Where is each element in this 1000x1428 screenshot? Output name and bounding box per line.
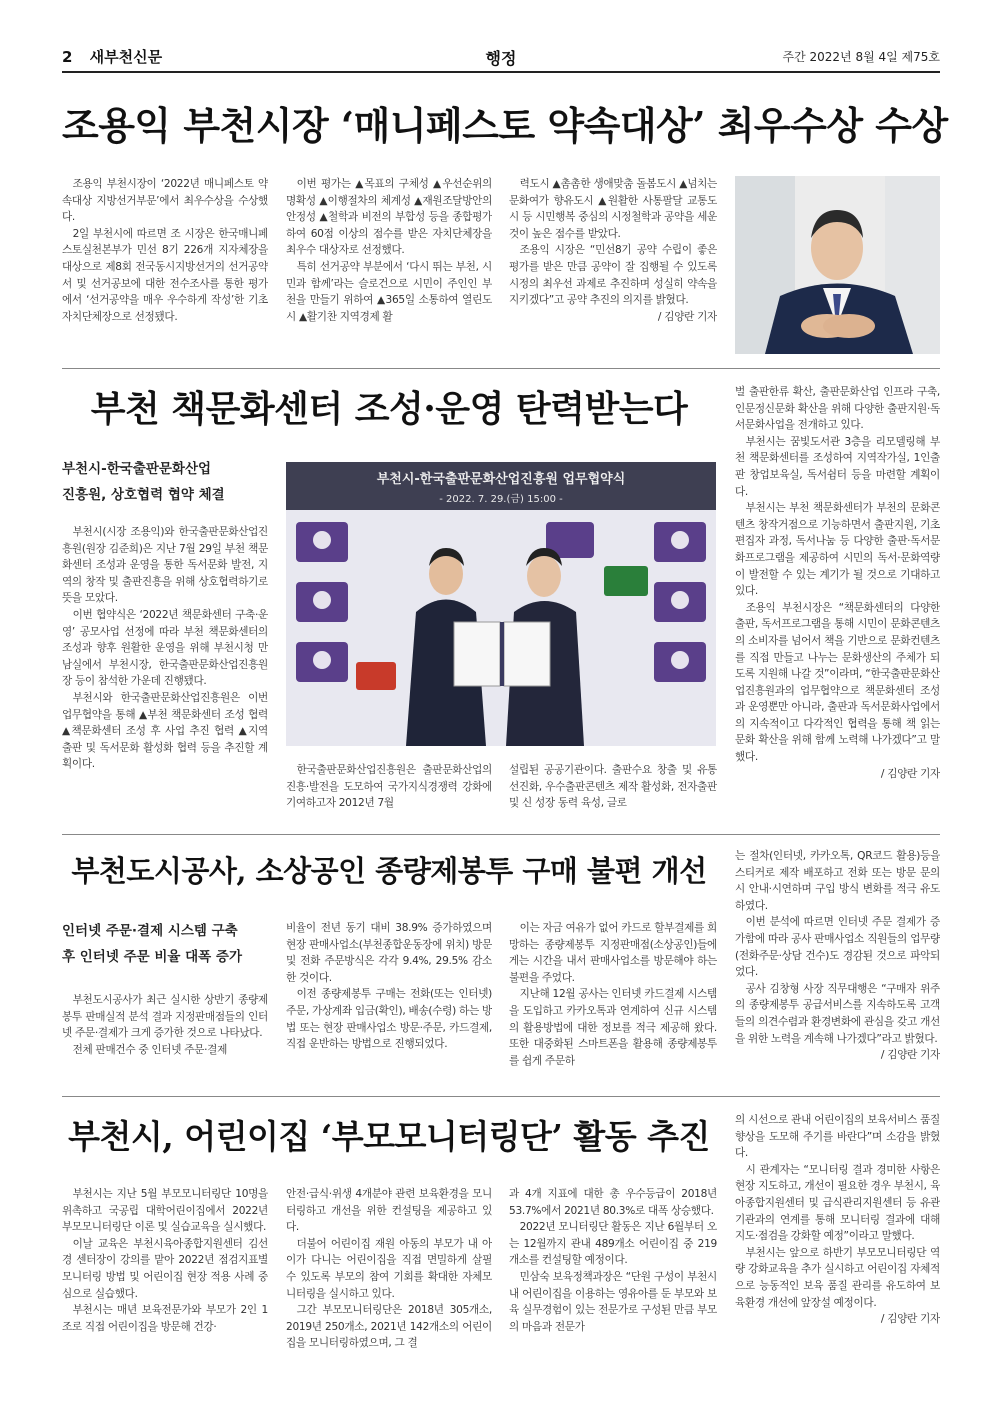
paragraph: 특히 선거공약 부분에서 ‘다시 뛰는 부천, 시민과 함께’라는 슬로건으로 시민이 주인인 부천을 만들기 위하여 ▲365일 소통하여 열린도시 ▲활기찬 지역경제 활 [286, 260, 492, 323]
paragraph: 시 관계자는 “모니터링 결과 경미한 사항은 현장 지도하고, 개선이 필요한 경우 부천시, 육아종합지원센터 및 급식관리지원센터 등 유관기관과의 연계를 통해 모니터링 결과에 대해 지도·점검을 강화할 예정”이라고 말했다. [735, 1163, 940, 1243]
paragraph: 조용익 시장은 “민선8기 공약 수립이 좋은 평가를 받은 만큼 공약이 잘 집행될 수 있도록 시정의 최우선 과제로 추진하며 성실히 약속을 지키겠다”고 공약 추진의 의지를 밝혔다. [509, 244, 717, 307]
article4-column-3 [509, 1186, 717, 1372]
article1-headline: 조용익 부천시장 ‘매니페스토 약속대상’ 최우수상 수상 [62, 103, 948, 148]
article2-column-3 [509, 762, 717, 824]
article2-headline: 부천 책문화센터 조성·운영 탄력받는다 [90, 388, 688, 430]
subhead-line: 인터넷 주문·결제 시스템 구축 [62, 923, 238, 939]
article1-column-3 [509, 176, 717, 358]
photo-banner-date: - 2022. 7. 29.(금) 15:00 - [439, 494, 563, 505]
article1-byline: / 김양란 기자 [657, 310, 717, 323]
article4-byline: / 김양란 기자 [880, 1313, 940, 1326]
article4-column-2 [286, 1186, 492, 1372]
paragraph: 부천시는 꿈빛도서관 3층을 리모델링해 부천 책문화센터를 조성하여 지역작가실, 1인출판 창업보육실, 독서쉼터 등을 마련할 계획이다. [735, 435, 940, 498]
paragraph: 2022년 모니터링단 활동은 지난 6월부터 오는 12월까지 관내 489개소 어린이집 중 219개소를 컨설팅할 예정이다. [509, 1221, 717, 1267]
paragraph: 그간 부모모니터링단은 2018년 305개소, 2019년 250개소, 2021년 142개소의 어린이집을 모니터링하였으며, 그 결 [286, 1304, 492, 1350]
section-divider [62, 368, 940, 369]
paragraph: 부천도시공사가 최근 실시한 상반기 종량제봉투 판매실적 분석 결과 지정판매점들의 인터넷 주문·결제가 크게 증가한 것으로 나타났다. [62, 994, 268, 1040]
article3-byline: / 김양란 기자 [880, 1049, 940, 1062]
paragraph: 2일 부천시에 따르면 조 시장은 한국매니페스토실천본부가 민선 8기 226개 지자체장을 대상으로 제8회 전국동시지방선거의 선거공약서 및 선거공보에 대한 전수조사를 통한 평가에서 ‘선거공약을 매우 우수하게 작성’한 기초자치단체장으로 선정됐다. [62, 227, 268, 323]
paragraph: 안전·급식·위생 4개분야 관련 보육환경을 모니터링하고 개선을 위한 컨설팅을 제공하고 있다. [286, 1188, 492, 1234]
paragraph: 의 시선으로 관내 어린이집의 보육서비스 품질 향상을 도모해 주기를 바란다”며 소감을 밝혔다. [735, 1114, 940, 1160]
paragraph: 공사 김창형 사장 직무대행은 “구매자 위주의 종량제봉투 공급서비스를 지속하도록 고객들의 의견수렴과 환경변화에 관심을 갖고 개선을 위한 노력을 계속해 나가겠다”라고 밝혔다. [735, 982, 940, 1045]
paragraph: 이번 평가는 ▲목표의 구체성 ▲우선순위의 명확성 ▲이행절차의 체계성 ▲재원조달방안의 안정성 ▲철학과 비전의 부합성 등을 종합평가하여 60점 이상의 점수를 받은 자치단체장을 최우수 대상자로 선정했다. [286, 178, 492, 257]
paragraph: 이번 분석에 따르면 인터넷 주문 결제가 증가함에 따라 공사 판매사업소 직원들의 업무량(전화주문·상담 건수)도 경감된 것으로 파악되었다. [735, 916, 940, 979]
paragraph: 는 절차(인터넷, 카카오톡, QR코드 활용)등을 스티커로 제작 배포하고 전화 또는 방문 문의 시 안내·시연하며 구입 방식 변화를 적극 유도하였다. [735, 850, 940, 912]
section-title: 행정 [485, 49, 517, 68]
paragraph: 조용익 부천시장이 ‘2022년 매니페스토 약속대상 지방선거부문’에서 최우수상을 수상했다. [62, 178, 268, 224]
paragraph: 부천시(시장 조용익)와 한국출판문화산업진흥원(원장 김준희)은 지난 7월 29일 부천 책문화센터 조성과 운영을 통한 독서문화 발전, 지역의 창작 및 출판진흥을 위해 상호협력하기로 뜻을 모았다. [62, 526, 268, 605]
article2-subhead [62, 456, 268, 508]
paragraph: 한국출판문화산업진흥원은 출판문화산업의 진흥·발전을 도모하여 국가지식경쟁력 강화에 기여하고자 2012년 7월 [286, 764, 492, 810]
article1-column-1 [62, 176, 268, 358]
article3-subhead [62, 918, 268, 970]
paragraph: 비율이 전년 동기 대비 38.9% 증가하였으며 현장 판매사업소(부천종합운동장에 위치) 방문 및 전화 주문방식은 각각 9.4%, 29.5% 감소한 것이다. [286, 922, 492, 984]
subhead-line: 부천시-한국출판문화산업 [62, 461, 212, 477]
subhead-line: 진흥원, 상호협력 협약 체결 [62, 487, 225, 503]
article4-headline: 부천시, 어린이집 ‘부모모니터링단’ 활동 추진 [68, 1117, 710, 1156]
subhead-line: 후 인터넷 주문 비율 대폭 증가 [62, 949, 242, 965]
paragraph: 더불어 어린이집 재원 아동의 부모가 내 아이가 다니는 어린이집을 직접 면밀하게 살필 수 있도록 부모의 참여 기회를 확대한 자체모니터링을 실시하고 있다. [286, 1237, 492, 1300]
article2-column-2 [286, 762, 492, 824]
page-header [62, 46, 940, 70]
paragraph: 이날 교육은 부천시육아종합지원센터 김선경 센터장이 강의를 맡아 2022년 점검지표별 모니터링 방법 및 어린이집 현장 적용 사례 중심으로 실습했다. [62, 1237, 268, 1300]
article1-column-2 [286, 176, 492, 358]
mayor-portrait-photo [735, 176, 940, 354]
article2-byline: / 김양란 기자 [880, 767, 940, 780]
article3-headline: 부천도시공사, 소상공인 종량제봉투 구매 불편 개선 [71, 854, 707, 888]
article3-column-4 [735, 848, 940, 1084]
paragraph: 부천시는 매년 보육전문가와 부모가 2인 1조로 직접 어린이집을 방문해 건강· [62, 1304, 268, 1333]
paragraph: 력도시 ▲촘촘한 생애맞춤 돌봄도시 ▲넘치는 문화여가 향유도시 ▲원활한 사통팔달 교통도시 등 시민행복 중심의 시정철학과 공약을 세운 것이 높은 점수를 받았다. [509, 178, 717, 240]
section-divider [62, 1096, 940, 1097]
header-rule [62, 71, 940, 73]
paragraph: 설립된 공공기관이다. 출판수요 창출 및 유통 선진화, 우수출판콘텐츠 제작 활성화, 전자출판 및 신 성장 동력 육성, 글로 [509, 764, 717, 810]
signing-ceremony-photo [286, 462, 716, 746]
paragraph: 벌 출판한류 확산, 출판문화산업 인프라 구축, 인문정신문화 확산을 위해 다양한 출판지원·독서문화사업을 전개하고 있다. [735, 386, 940, 432]
section-divider [62, 834, 940, 835]
paragraph: 지난해 12월 공사는 인터넷 카드결제 시스템을 도입하고 카카오톡과 연계하여 신규 시스템의 활용방법에 대한 정보를 적극 제공해 왔다. 또한 대중화된 스마트폰을 활용해 종량제봉투를 쉽게 주문하 [509, 988, 717, 1067]
article3-column-1 [62, 992, 268, 1084]
paper-name: 새부천신문 [89, 48, 163, 66]
paragraph: 이전 종량제봉투 구매는 전화(또는 인터넷) 주문, 가상계좌 입금(확인), 배송(수령) 하는 방법 또는 현장 판매사업소 방문·주문, 카드결제, 직접 운반하는 방법으로 진행되었다. [286, 988, 492, 1051]
paragraph: 부천시는 부천 책문화센터가 부천의 문화콘텐츠 창작거점으로 기능하면서 출판지원, 기초편집자 과정, 독서나눔 등 다양한 출판·독서문화프로그램을 제공하여 시민의 독서·문화역량이 발전할 수 있는 계기가 될 것으로 기대하고 있다. [735, 502, 940, 598]
issue-info: 주간 2022년 8월 4일 제75호 [782, 50, 940, 64]
article4-column-4 [735, 1112, 940, 1374]
photo-banner-text: 부천시-한국출판문화산업진흥원 업무협약식 [376, 472, 626, 487]
article4-column-1 [62, 1186, 268, 1372]
paragraph: 이번 협약식은 ‘2022년 책문화센터 구축·운영’ 공모사업 선정에 따라 부천 책문화센터의 조성과 향후 원활한 운영을 위해 부천시청 만남실에서 부천시장, 한국출판문화산업진흥원장 등이 참석한 가운데 진행됐다. [62, 608, 268, 688]
paragraph: 부천시와 한국출판문화산업진흥원은 이번 업무협약을 통해 ▲부천 책문화센터 조성 협력 ▲책문화센터 조성 후 사업 추진 협력 ▲지역 출판 및 독서문화 활성화 협력 등을 추진할 계획이다. [62, 691, 268, 771]
article2-column-1 [62, 524, 268, 824]
paragraph: 과 4개 지표에 대한 총 우수등급이 2018년 53.7%에서 2021년 80.3%로 대폭 상승했다. [509, 1188, 717, 1217]
page-number: 2 [62, 48, 73, 66]
article3-column-3 [509, 920, 717, 1084]
paragraph: 전체 판매건수 중 인터넷 주문·결제 [72, 1043, 227, 1056]
article2-column-4 [735, 384, 940, 826]
paragraph: 조용익 부천시장은 “책문화센터의 다양한 출판, 독서프로그램을 통해 시민이 문화콘텐츠의 소비자를 넘어서 책을 기반으로 문화컨텐츠를 직접 만들고 나누는 문화생산의 주체가 되도록 지원해 나갈 것”이라며, “한국출판문화산업진흥원과의 업무협약으로 책문화센터 조성과 운영뿐만 아니라, 출판과 독서문화사업에서의 지속적이고 다각적인 협력을 통해 책 읽는 문화 확산을 위해 함께 노력해 나가겠다”고 말했다. [735, 601, 940, 764]
paragraph: 민삼숙 보육정책과장은 “단원 구성이 부천시 내 어린이집을 이용하는 영유아를 둔 부모와 보육 실무경험이 있는 전문가로 구성된 만큼 부모의 마음과 전문가 [509, 1270, 717, 1333]
paragraph: 부천시는 앞으로 하반기 부모모니터링단 역량 강화교육을 추가 실시하고 어린이집 자체적으로 능동적인 보육 품질 관리를 유도하여 보육환경 개선에 앞장설 예정이다. [735, 1246, 940, 1309]
paragraph: 부천시는 지난 5월 부모모니터링단 10명을 위촉하고 국공립 대학어린이집에서 2022년 부모모니터링단 이론 및 실습교육을 실시했다. [62, 1188, 268, 1234]
paragraph: 이는 자금 여유가 없어 카드로 할부결제를 희망하는 종량제봉투 지정판매점(소상공인)들에게는 시간을 내서 판매사업소를 방문해야 하는 불편을 주었다. [509, 922, 717, 984]
article3-column-2 [286, 920, 492, 1084]
